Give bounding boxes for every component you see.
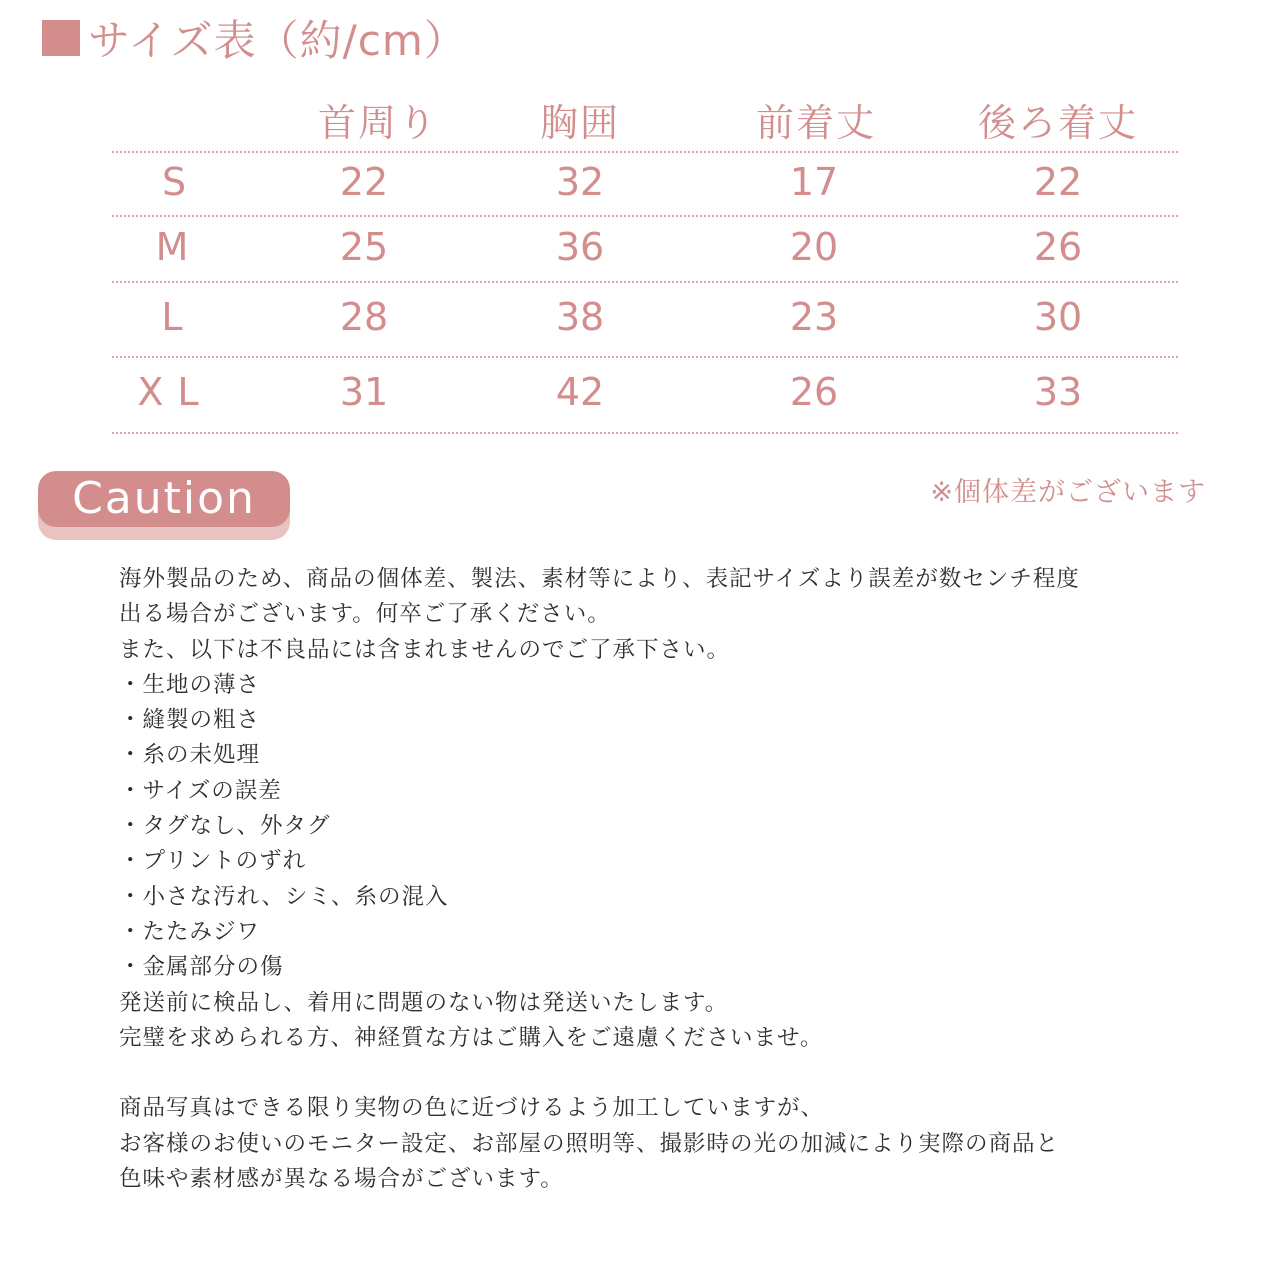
table-cell: 32 <box>555 160 605 204</box>
row-divider <box>112 215 1178 217</box>
size-label-m: M <box>155 225 189 269</box>
table-cell: 36 <box>555 225 605 269</box>
text-line: また、以下は不良品には含まれませんのでご了承下さい。 <box>119 636 731 663</box>
caution-label: Caution <box>72 473 256 524</box>
text-line: 完璧を求められる方、神経質な方はご購入をご遠慮くださいませ。 <box>119 1024 824 1051</box>
text-line: 色味や素材感が異なる場合がございます。 <box>119 1166 564 1193</box>
row-divider <box>112 432 1178 434</box>
size-label-xl: XL <box>137 370 213 414</box>
title-marker <box>42 20 80 56</box>
table-cell: 30 <box>1033 295 1083 339</box>
header-back-length: 後ろ着丈 <box>977 101 1139 145</box>
table-cell: 28 <box>339 295 389 339</box>
text-line: 海外製品のため、商品の個体差、製法、素材等により、表記サイズより誤差が数センチ程度 <box>119 566 1080 592</box>
list-item: ・プリントのずれ <box>119 848 307 875</box>
text-line: お客様のお使いのモニター設定、お部屋の照明等、撮影時の光の加減により実際の商品と <box>119 1130 1060 1157</box>
list-item: ・たたみジワ <box>119 918 261 945</box>
header-chest: 胸囲 <box>539 101 621 145</box>
list-item: ・糸の未処理 <box>119 742 261 769</box>
list-item: ・小さな汚れ、シミ、糸の混入 <box>119 883 449 910</box>
list-item: ・生地の薄さ <box>119 671 261 698</box>
table-cell: 25 <box>339 225 389 269</box>
blank-line <box>119 1056 1259 1091</box>
table-cell: 38 <box>555 295 605 339</box>
text-line: 出る場合がございます。何卒ご了承ください。 <box>119 601 611 628</box>
row-divider <box>112 281 1178 283</box>
list-item: ・縫製の粗さ <box>119 707 261 734</box>
page-title: サイズ表（約/cm） <box>88 16 467 65</box>
header-front-length: 前着丈 <box>755 101 877 145</box>
table-cell: 20 <box>789 225 839 269</box>
text-line: 発送前に検品し、着用に問題のない物は発送いたします。 <box>119 989 729 1016</box>
table-cell: 26 <box>1033 225 1083 269</box>
individual-difference-note: ※個体差がございます <box>930 477 1206 508</box>
table-cell: 22 <box>1033 160 1083 204</box>
text-line: 商品写真はできる限り実物の色に近づけるよう加工していますが、 <box>119 1095 825 1122</box>
size-label-l: L <box>161 295 183 339</box>
table-cell: 33 <box>1033 370 1083 414</box>
table-cell: 23 <box>789 295 839 339</box>
list-item: ・タグなし、外タグ <box>119 813 331 840</box>
row-divider <box>112 356 1178 358</box>
row-divider <box>112 151 1178 153</box>
table-cell: 31 <box>339 370 389 414</box>
table-cell: 22 <box>339 160 389 204</box>
table-cell: 26 <box>789 370 839 414</box>
header-neck: 首周り <box>317 101 439 145</box>
size-label-s: S <box>161 160 187 204</box>
list-item: ・サイズの誤差 <box>119 777 282 804</box>
caution-text <box>119 562 1259 1197</box>
list-item: ・金属部分の傷 <box>119 954 284 981</box>
table-cell: 42 <box>555 370 605 414</box>
table-cell: 17 <box>789 160 839 204</box>
